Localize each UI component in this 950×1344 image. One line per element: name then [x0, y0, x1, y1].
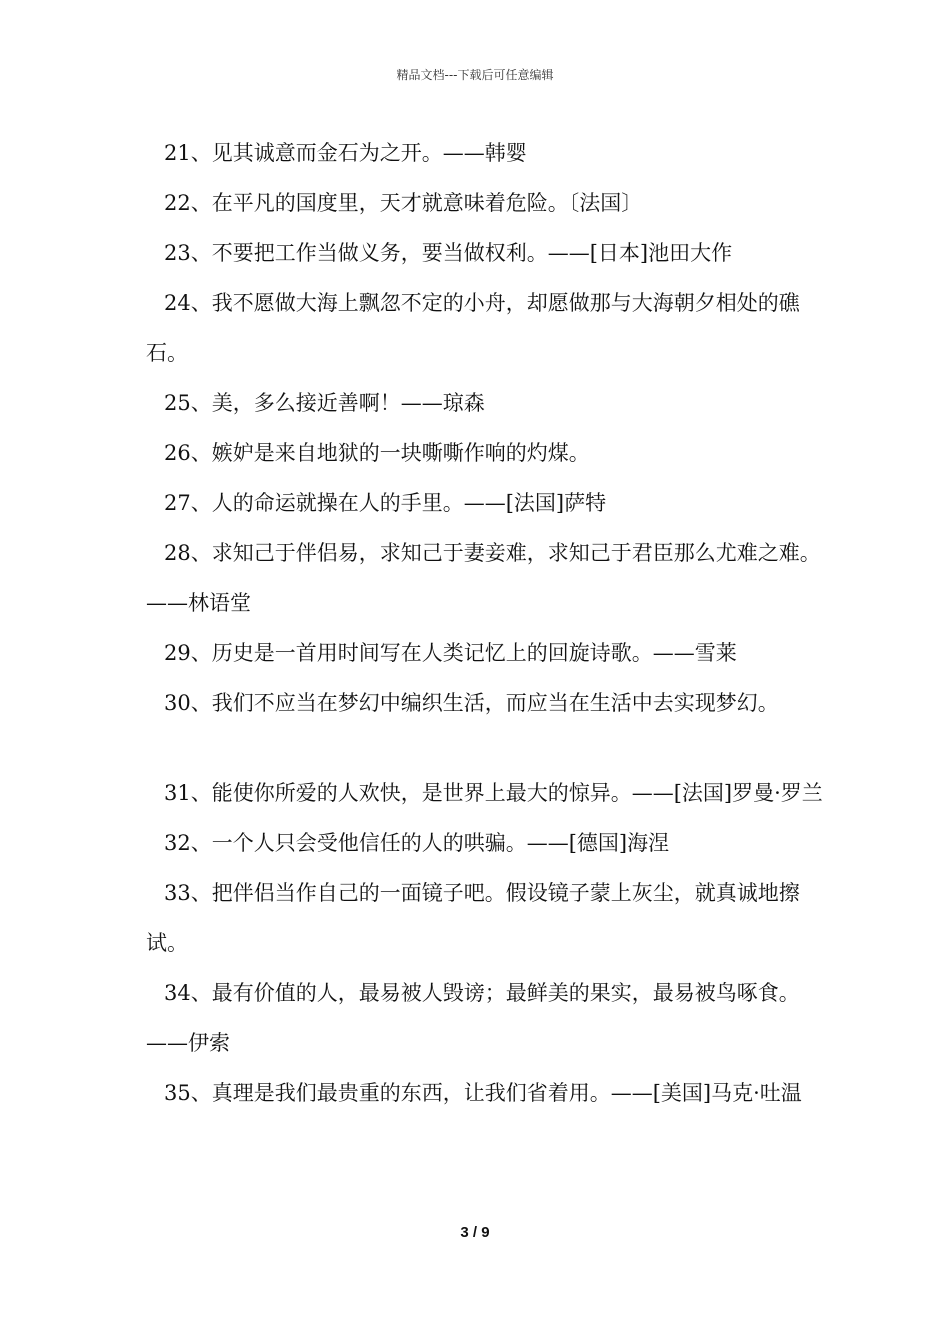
quote-28: 28、求知己于伴侣易，求知己于妻妾难，求知己于君臣那么尤难之难。——林语堂	[146, 541, 821, 615]
quote-35: 35、真理是我们最贵重的东西，让我们省着用。——[美国]马克·吐温	[164, 1081, 802, 1105]
quote-21: 21、见其诚意而金石为之开。——韩婴	[164, 141, 527, 165]
quote-27: 27、人的命运就操在人的手里。——[法国]萨特	[164, 491, 607, 515]
quote-30: 30、我们不应当在梦幻中编织生活，而应当在生活中去实现梦幻。	[164, 691, 779, 715]
document-body	[146, 128, 826, 1118]
quote-33: 33、把伴侣当作自己的一面镜子吧。假设镜子蒙上灰尘，就真诚地擦试。	[146, 881, 800, 955]
quote-26: 26、嫉妒是来自地狱的一块嘶嘶作响的灼煤。	[164, 441, 590, 465]
quote-29: 29、历史是一首用时间写在人类记忆上的回旋诗歌。——雪莱	[164, 641, 737, 665]
quote-31: 31、能使你所爱的人欢快，是世界上最大的惊异。——[法国]罗曼·罗兰	[164, 781, 823, 805]
quote-34: 34、最有价值的人，最易被人毁谤；最鲜美的果实，最易被鸟啄食。——伊索	[146, 981, 800, 1055]
quote-23: 23、不要把工作当做义务，要当做权利。——[日本]池田大作	[164, 241, 733, 265]
page-header: 精品文档---下载后可任意编辑	[396, 68, 554, 82]
page-number: 3 / 9	[460, 1224, 490, 1241]
quote-24: 24、我不愿做大海上飘忽不定的小舟，却愿做那与大海朝夕相处的礁石。	[146, 291, 800, 365]
quote-32: 32、一个人只会受他信任的人的哄骗。——[德国]海涅	[164, 831, 670, 855]
paragraph-gap	[146, 728, 826, 768]
quote-25: 25、美，多么接近善啊！——琼森	[164, 391, 485, 415]
quote-22: 22、在平凡的国度里，天才就意味着危险。〔法国〕	[164, 191, 643, 215]
